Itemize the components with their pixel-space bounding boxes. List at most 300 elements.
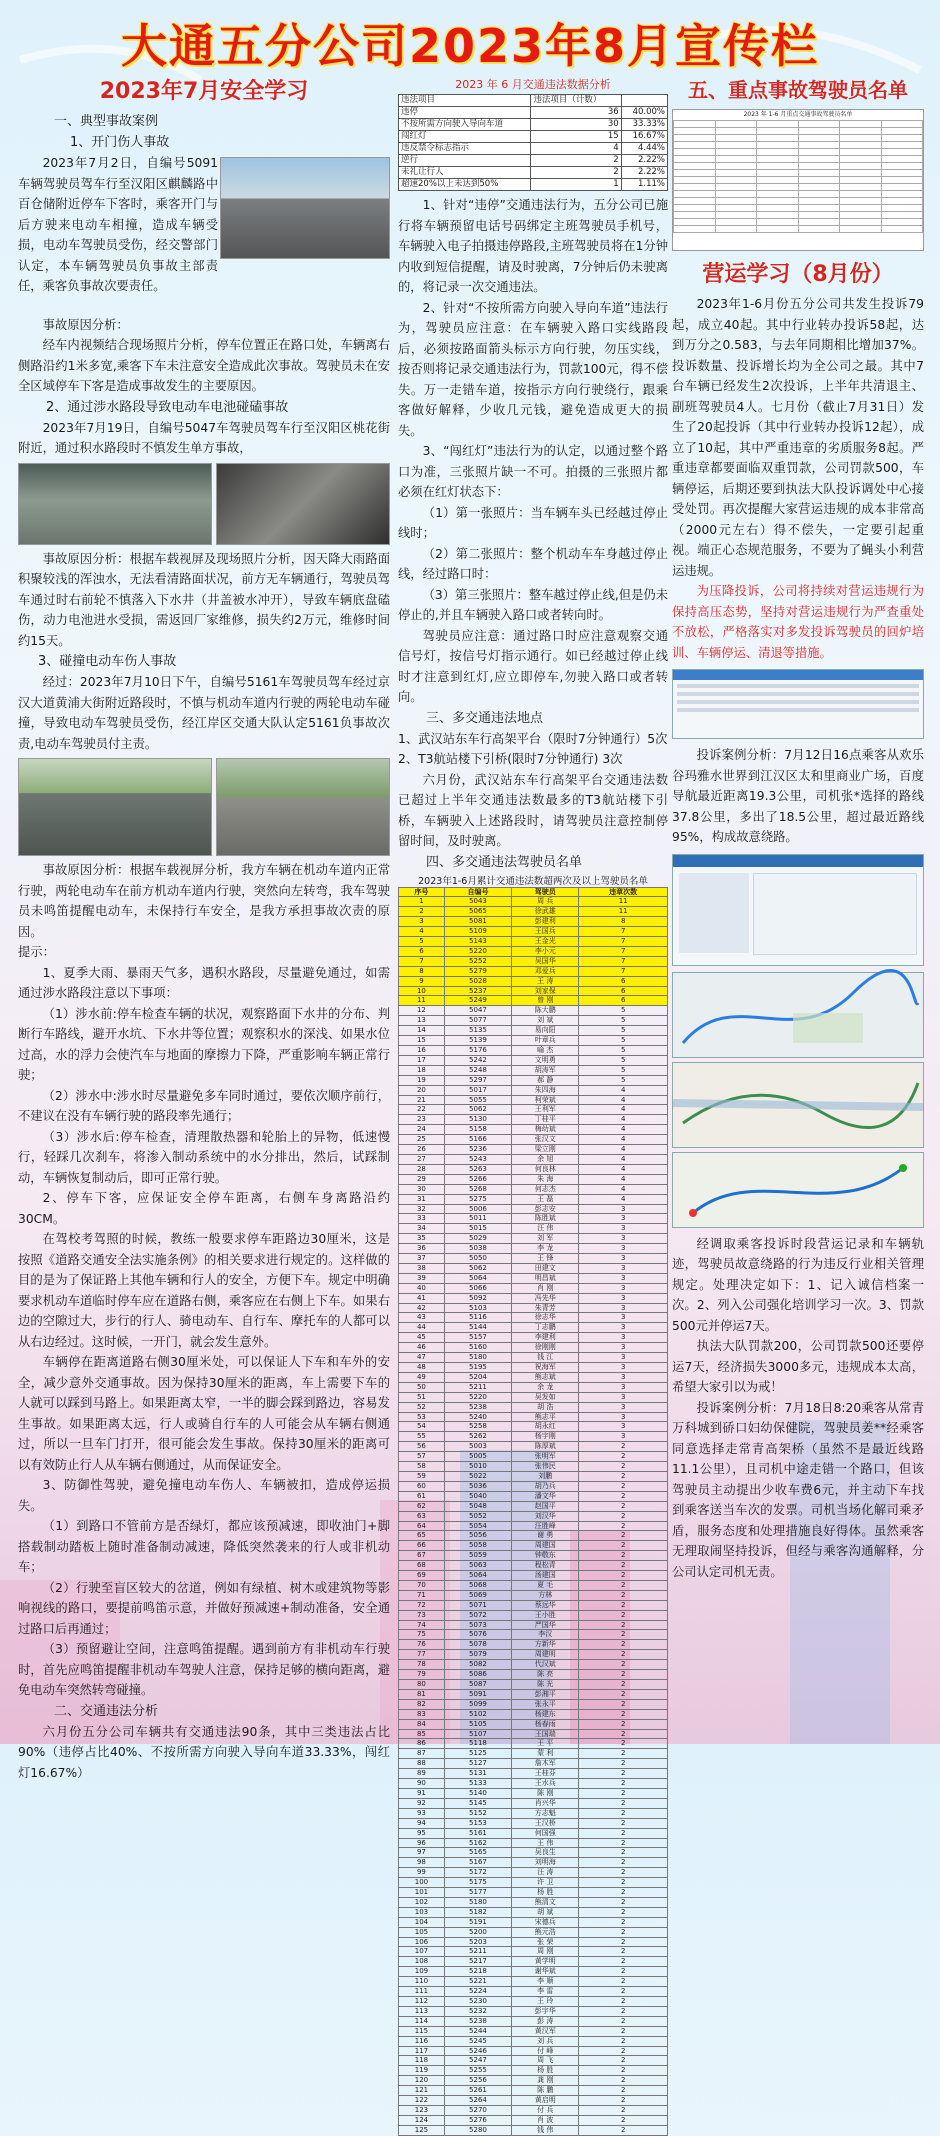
table-cell: 3 xyxy=(579,1254,668,1264)
table-cell: 5062 xyxy=(444,1105,511,1115)
table-cell xyxy=(715,121,757,128)
table-cell: 119 xyxy=(399,2066,445,2076)
tip3-item1: （1）到路口不管前方是否绿灯，都应该预减速，即收油门+脚搭载制动踏板上随时准备制动减速，降低突然袭来的行人或非机动车； xyxy=(18,1519,390,1574)
table-cell xyxy=(798,128,840,135)
table-cell: 5255 xyxy=(444,2066,511,2076)
table-cell: 5217 xyxy=(444,1957,511,1967)
table-cell: 杨 胜 xyxy=(512,2066,579,2076)
table-row xyxy=(399,1432,668,1442)
ebike-collision-photo-1 xyxy=(18,758,212,856)
table-cell xyxy=(881,121,923,128)
table-cell xyxy=(840,205,882,212)
table-cell: 2 xyxy=(579,2086,668,2096)
table-cell: 2 xyxy=(579,1749,668,1759)
table-cell: 1 xyxy=(531,179,621,191)
table-cell: 2 xyxy=(579,1561,668,1571)
table-cell xyxy=(715,163,757,170)
safety-study-column xyxy=(18,72,390,1780)
table-row xyxy=(399,917,668,927)
table-cell: 5248 xyxy=(444,1065,511,1075)
table-row xyxy=(399,1719,668,1729)
table-cell xyxy=(674,128,716,135)
table-row xyxy=(674,156,923,163)
table-cell: 5200 xyxy=(444,1927,511,1937)
table-cell: 2 xyxy=(579,1670,668,1680)
table-cell: 汪 伟 xyxy=(512,1224,579,1234)
table-cell: 9 xyxy=(399,976,445,986)
table-cell xyxy=(840,219,882,226)
table-row xyxy=(399,1154,668,1164)
table-cell xyxy=(840,135,882,142)
table-cell xyxy=(881,170,923,177)
table-cell xyxy=(674,184,716,191)
table-cell: 112 xyxy=(399,1997,445,2007)
table-cell: 方林 xyxy=(512,1590,579,1600)
table-cell: 周 飞 xyxy=(512,2056,579,2066)
table-cell: 5068 xyxy=(444,1580,511,1590)
table-row xyxy=(674,212,923,219)
table-cell: 28 xyxy=(399,1164,445,1174)
table-cell: 5211 xyxy=(444,1947,511,1957)
table-cell: 吴发如 xyxy=(512,1392,579,1402)
table-cell: 95 xyxy=(399,1828,445,1838)
table-cell: 3 xyxy=(579,1323,668,1333)
table-cell xyxy=(798,177,840,184)
table-cell: 田建文 xyxy=(512,1263,579,1273)
table-row xyxy=(399,1293,668,1303)
table-cell: 15 xyxy=(399,1036,445,1046)
table-cell: 98 xyxy=(399,1858,445,1868)
table-cell: 5236 xyxy=(444,1145,511,1155)
table-row xyxy=(399,1244,668,1254)
table-cell: 5230 xyxy=(444,1997,511,2007)
table-cell: 5 xyxy=(579,1046,668,1056)
table-cell: 违停 xyxy=(399,107,531,119)
table-cell: 张汉文 xyxy=(512,1135,579,1145)
table-cell: 陈 光 xyxy=(512,1680,579,1690)
tip1-after-text: （3）涉水后:停车检查，清理散热器和轮胎上的异物，低速慢行，轻踩几次刹车，将渗入制动系统中的水分排出，然后，试踩制动，车辆恢复制动后，即可正常行驶。 xyxy=(18,1129,390,1185)
trip-record-screenshot xyxy=(672,854,924,966)
table-cell xyxy=(757,205,799,212)
table-row xyxy=(399,2115,668,2125)
table-cell: 方志魁 xyxy=(512,1808,579,1818)
table-cell xyxy=(840,121,882,128)
table-cell xyxy=(674,177,716,184)
table-row xyxy=(399,1085,668,1095)
table-row xyxy=(399,1313,668,1323)
table-row xyxy=(399,131,668,143)
table-cell: 17 xyxy=(399,1055,445,1065)
table-cell: 38 xyxy=(399,1263,445,1273)
table-cell: 63 xyxy=(399,1511,445,1521)
table-cell: 2 xyxy=(579,1838,668,1848)
table-cell: 陈胜斌 xyxy=(512,1214,579,1224)
table-cell: 5078 xyxy=(444,1640,511,1650)
table-cell: 明昌斌 xyxy=(512,1273,579,1283)
table-cell: 5011 xyxy=(444,1214,511,1224)
table-cell: 5270 xyxy=(444,2105,511,2115)
table-row xyxy=(399,1699,668,1709)
table-row xyxy=(399,119,668,131)
table-cell: 2 xyxy=(579,1442,668,1452)
photo1-rule: （1）第一张照片：当车辆车头已经越过停止线时； xyxy=(398,505,668,540)
table-cell: 赵国平 xyxy=(512,1501,579,1511)
table-cell: 刘 斌 xyxy=(512,1016,579,1026)
table-cell xyxy=(881,128,923,135)
table-cell: 4 xyxy=(399,927,445,937)
table-cell: 2 xyxy=(579,1471,668,1481)
table-cell: 5157 xyxy=(444,1333,511,1343)
table-cell: 杨宇刚 xyxy=(512,1432,579,1442)
table-row xyxy=(399,1442,668,1452)
table-row xyxy=(399,1957,668,1967)
table-row xyxy=(399,1927,668,1937)
table-cell: 5109 xyxy=(444,927,511,937)
table-cell: 5224 xyxy=(444,1987,511,1997)
table-cell: 5062 xyxy=(444,1263,511,1273)
table-row xyxy=(399,1214,668,1224)
table-cell: 27 xyxy=(399,1154,445,1164)
table-cell: 5275 xyxy=(444,1194,511,1204)
table-row xyxy=(399,1660,668,1670)
table-cell: 33.33% xyxy=(621,119,667,131)
table-row xyxy=(674,205,923,212)
table-cell: 何志杰 xyxy=(512,1184,579,1194)
table-cell: 24 xyxy=(399,1125,445,1135)
table-cell: 2 xyxy=(579,1818,668,1828)
table-cell: 3 xyxy=(579,1333,668,1343)
table-cell: 3 xyxy=(579,1263,668,1273)
table-cell: 5211 xyxy=(444,1382,511,1392)
table-cell: 5071 xyxy=(444,1600,511,1610)
table-cell: 2 xyxy=(579,1709,668,1719)
table-cell: 4 xyxy=(579,1174,668,1184)
table-row xyxy=(399,1670,668,1680)
table-cell: 王小胜 xyxy=(512,1610,579,1620)
table-cell: 冯先华 xyxy=(512,1293,579,1303)
table-cell: 李 雷 xyxy=(512,1987,579,1997)
table-cell xyxy=(757,219,799,226)
table-cell: 熊元浩 xyxy=(512,1927,579,1937)
table-cell xyxy=(881,191,923,198)
table-cell: 108 xyxy=(399,1957,445,1967)
table-cell: 3 xyxy=(399,917,445,927)
table-cell: 13 xyxy=(399,1016,445,1026)
table-cell: 黄学明 xyxy=(512,1957,579,1967)
table-cell: 徐武雄 xyxy=(512,907,579,917)
table-cell xyxy=(840,156,882,163)
table-cell: 5242 xyxy=(444,1055,511,1065)
table-cell: 5029 xyxy=(444,1234,511,1244)
table-cell: 刘汉华 xyxy=(512,1511,579,1521)
table-cell: 40.00% xyxy=(621,107,667,119)
table-cell: 钱 伟 xyxy=(512,2125,579,2135)
table-cell: 33 xyxy=(399,1214,445,1224)
table-cell: 46 xyxy=(399,1343,445,1353)
table-cell xyxy=(881,226,923,233)
table-cell: 5276 xyxy=(444,2115,511,2125)
table-cell xyxy=(757,191,799,198)
table-cell: 73 xyxy=(399,1610,445,1620)
table-cell xyxy=(757,177,799,184)
table-cell: 5167 xyxy=(444,1858,511,1868)
table-cell: 彭建利 xyxy=(512,917,579,927)
table-cell xyxy=(798,205,840,212)
table-cell: 30 xyxy=(399,1184,445,1194)
table-cell: 5127 xyxy=(444,1759,511,1769)
safety-section-title: 2023年7月安全学习 xyxy=(99,79,309,104)
table-cell: 61 xyxy=(399,1491,445,1501)
table-cell: 肖 波 xyxy=(512,2115,579,2125)
table-cell xyxy=(757,198,799,205)
table-cell: 101 xyxy=(399,1888,445,1898)
table-cell: 37 xyxy=(399,1254,445,1264)
table-cell xyxy=(674,226,716,233)
table-row xyxy=(399,1452,668,1462)
table-cell: 5052 xyxy=(444,1511,511,1521)
table-cell: 彭 涛 xyxy=(512,2016,579,2026)
table-cell: 王 平 xyxy=(512,1739,579,1749)
table-row xyxy=(674,163,923,170)
table-cell: 97 xyxy=(399,1848,445,1858)
table-cell: 陈 鹏 xyxy=(512,2086,579,2096)
table-cell xyxy=(798,149,840,156)
violation-table-title: 2023 年 6 月交通违法数据分析 xyxy=(455,78,611,91)
table-cell: 曾 刚 xyxy=(512,996,579,1006)
table-cell: 朱 海 xyxy=(512,1174,579,1184)
service-section-title: 营运学习（8月份） xyxy=(702,262,894,287)
table-cell: 王 锋 xyxy=(512,1254,579,1264)
table-cell: 刘鹏 xyxy=(512,1471,579,1481)
table-cell: 2 xyxy=(579,1531,668,1541)
table-row xyxy=(399,1224,668,1234)
table-cell: 10 xyxy=(399,986,445,996)
table-cell: 祝海军 xyxy=(512,1363,579,1373)
table-row xyxy=(399,1075,668,1085)
table-cell xyxy=(674,198,716,205)
table-cell: 45 xyxy=(399,1333,445,1343)
table-row xyxy=(399,1006,668,1016)
table-cell: 5182 xyxy=(444,1907,511,1917)
table-header-row xyxy=(399,887,668,897)
table-cell: 2 xyxy=(579,1551,668,1561)
table-row xyxy=(399,1353,668,1363)
table-cell xyxy=(757,135,799,142)
table-cell: 88 xyxy=(399,1759,445,1769)
table-cell: 8 xyxy=(399,966,445,976)
table-cell: 陈 刚 xyxy=(512,1788,579,1798)
table-cell: 53 xyxy=(399,1412,445,1422)
table-cell: 5 xyxy=(579,1026,668,1036)
table-cell xyxy=(798,163,840,170)
table-cell xyxy=(798,121,840,128)
table-cell: 王利军 xyxy=(512,1105,579,1115)
table-row xyxy=(399,1580,668,1590)
table-row xyxy=(399,1234,668,1244)
table-row xyxy=(399,1828,668,1838)
table-cell: 5249 xyxy=(444,996,511,1006)
table-cell xyxy=(840,177,882,184)
photo3-rule: （3）第三张照片：整车越过停止线,但是仍未停止的,并且车辆驶入路口或者转向时。 xyxy=(398,587,668,622)
table-row xyxy=(399,1689,668,1699)
table-cell: 5066 xyxy=(444,1283,511,1293)
table-cell xyxy=(757,156,799,163)
table-row xyxy=(399,1729,668,1739)
table-row xyxy=(399,1412,668,1422)
table-cell: 7 xyxy=(579,937,668,947)
table-cell: 11 xyxy=(579,897,668,907)
table-cell: 5056 xyxy=(444,1531,511,1541)
table-cell: 刘明海 xyxy=(512,1858,579,1868)
table-row xyxy=(399,907,668,917)
table-cell: 20 xyxy=(399,1085,445,1095)
table-cell: 8 xyxy=(579,917,668,927)
table-cell: 89 xyxy=(399,1769,445,1779)
key-drivers-table-title: 2023 年 1-6 月重点交通事故驾驶员名单 xyxy=(743,111,853,118)
table-cell: 5175 xyxy=(444,1878,511,1888)
table-cell: 48 xyxy=(399,1363,445,1373)
table-cell: 75 xyxy=(399,1630,445,1640)
table-cell: 2 xyxy=(579,1660,668,1670)
table-cell: 65 xyxy=(399,1531,445,1541)
table-cell: 梅幼斌 xyxy=(512,1125,579,1135)
flooded-road-photo xyxy=(18,463,212,545)
table-cell: 2 xyxy=(579,2066,668,2076)
table-cell: 周 兵 xyxy=(512,897,579,907)
table-cell xyxy=(715,184,757,191)
table-cell: 王国兵 xyxy=(512,927,579,937)
table-cell: 吴国华 xyxy=(512,956,579,966)
table-cell: 5246 xyxy=(444,2046,511,2056)
table-cell: 谢华斌 xyxy=(512,1967,579,1977)
table-cell: 51 xyxy=(399,1392,445,1402)
table-row xyxy=(399,2046,668,2056)
ebike-collision-photo-2 xyxy=(216,758,390,856)
table-cell: 2 xyxy=(579,1897,668,1907)
table-cell: 胡 浩 xyxy=(512,1402,579,1412)
table-cell xyxy=(840,163,882,170)
table-cell: 5237 xyxy=(444,986,511,996)
table-row xyxy=(399,1105,668,1115)
table-cell: 2 xyxy=(579,1779,668,1789)
table-cell xyxy=(674,149,716,156)
table-cell: 闯红灯 xyxy=(399,131,531,143)
table-cell xyxy=(674,219,716,226)
table-cell: 2 xyxy=(579,2056,668,2066)
table-cell: 6 xyxy=(399,946,445,956)
locations-heading: 三、多交通违法地点 xyxy=(426,710,544,726)
table-cell: 5261 xyxy=(444,2086,511,2096)
table-cell: 李建利 xyxy=(512,1333,579,1343)
table-cell: 潘文华 xyxy=(512,1491,579,1501)
table-cell: 22 xyxy=(399,1105,445,1115)
redlight-advice: 驾驶员应注意：通过路口时应注意观察交通信号灯，按信号灯指示通行。如已经越过停止线时才注意到红灯,应立即停车,勿驶入路口或者转向。 xyxy=(398,628,668,704)
table-cell xyxy=(881,205,923,212)
table-cell: 彭宇华 xyxy=(512,2006,579,2016)
table-row xyxy=(399,1600,668,1610)
table-cell xyxy=(840,170,882,177)
table-cell: 2 xyxy=(579,1828,668,1838)
table-cell: 何国强 xyxy=(512,1828,579,1838)
tip2-explain-2: 车辆停在距离道路右侧30厘米处，可以保证人下车和车外的安全，减少意外交通事故。因为保持30厘米的距离，车上需要下车的人就可以踩到马路上。如果距离太窄，一半的脚会踩到路边，容易发生事故。如果距离太远，行人或骑自行车的人可能会从车辆右侧通过，所以一旦车门打开，很可能会发生事故。保持30厘米的距离可以有效防止行人从车辆右侧通过，从而保证安全。 xyxy=(18,1355,390,1472)
table-header-row xyxy=(399,95,668,107)
table-header-cell xyxy=(621,95,667,107)
table-cell: 2 xyxy=(579,1650,668,1660)
table-cell: 7 xyxy=(579,966,668,976)
table-cell: 2 xyxy=(579,1769,668,1779)
table-cell: 陈厚斌 xyxy=(512,1442,579,1452)
table-cell xyxy=(715,212,757,219)
table-cell: 5 xyxy=(579,1036,668,1046)
table-row xyxy=(674,149,923,156)
table-cell: 82 xyxy=(399,1699,445,1709)
table-row xyxy=(399,2105,668,2115)
table-cell: 2 xyxy=(579,1571,668,1581)
table-cell: 5162 xyxy=(444,1838,511,1848)
table-cell: 86 xyxy=(399,1739,445,1749)
table-row xyxy=(399,1838,668,1848)
table-cell xyxy=(757,163,799,170)
table-cell: 2 xyxy=(579,1739,668,1749)
key-drivers-table xyxy=(673,120,923,233)
table-cell: 王 涛 xyxy=(512,976,579,986)
service-column xyxy=(672,72,924,1742)
table-cell: 3 xyxy=(579,1353,668,1363)
case2-text: 2023年7月19日，自编号5047车驾驶员驾车行至汉阳区桃花街附近，通过积水路段时不慎发生单方事故， xyxy=(18,420,390,455)
table-row xyxy=(399,107,668,119)
table-cell xyxy=(715,135,757,142)
table-cell: 2 xyxy=(579,1878,668,1888)
table-row xyxy=(399,1709,668,1719)
table-cell: 11 xyxy=(399,996,445,1006)
table-row xyxy=(399,1769,668,1779)
table-cell xyxy=(674,212,716,219)
table-cell: 54 xyxy=(399,1422,445,1432)
table-cell: 钟敬东 xyxy=(512,1551,579,1561)
case1-cause-text: 经车内视频结合现场照片分析，停车位置正在路口处，车辆离右侧路沿约1米多宽,乘客下车未注意安全造成此次事故。驾驶员未在安全区域停车下客是造成事故发生的主要原因。 xyxy=(18,338,390,393)
table-cell: 2 xyxy=(579,1858,668,1868)
table-cell: 117 xyxy=(399,2046,445,2056)
table-cell: 梁立刚 xyxy=(512,1145,579,1155)
table-cell: 6 xyxy=(579,976,668,986)
table-cell: 41 xyxy=(399,1293,445,1303)
table-cell: 违反禁令标志指示 xyxy=(399,143,531,155)
table-cell: 5055 xyxy=(444,1095,511,1105)
table-cell: 2 xyxy=(579,1798,668,1808)
table-cell: 刘家保 xyxy=(512,986,579,996)
table-cell: 吴良生 xyxy=(512,1848,579,1858)
table-cell: 5022 xyxy=(444,1471,511,1481)
table-cell: 114 xyxy=(399,2016,445,2026)
table-cell: 黄启明 xyxy=(512,2096,579,2106)
table-cell: 85 xyxy=(399,1729,445,1739)
table-cell: 60 xyxy=(399,1481,445,1491)
table-row xyxy=(399,937,668,947)
table-cell: 78 xyxy=(399,1660,445,1670)
table-cell xyxy=(674,191,716,198)
table-cell: 3 xyxy=(579,1244,668,1254)
table-cell: 程松青 xyxy=(512,1561,579,1571)
case3-heading: 3、碰撞电动车伤人事故 xyxy=(38,654,177,669)
table-cell: 92 xyxy=(399,1798,445,1808)
table-cell: 50 xyxy=(399,1382,445,1392)
table-cell: 2 xyxy=(579,1511,668,1521)
table-row xyxy=(399,2066,668,2076)
table-cell xyxy=(798,135,840,142)
table-cell xyxy=(881,156,923,163)
table-cell: 6 xyxy=(579,996,668,1006)
table-row xyxy=(399,1590,668,1600)
